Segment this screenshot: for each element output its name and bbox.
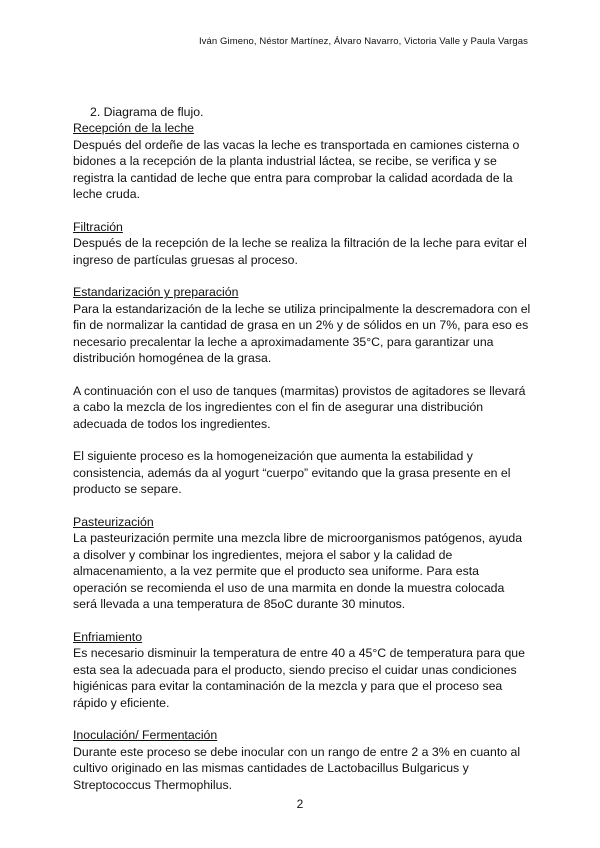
section-title: Pasteurización <box>73 515 154 530</box>
section-pasteurizacion <box>73 514 531 612</box>
paragraph: Es necesario disminuir la temperatura de entre 40 a 45°C de temperatura para que esta sea la adecuada para el producto, siendo preciso el cuidar unas condiciones higiénicas para evitar la contaminación de la mezcla y para que el proceso sea rápido y eficiente. <box>73 646 525 710</box>
paragraph: La pasteurización permite una mezcla libre de microorganismos patógenos, ayuda a disolver y combinar los ingredientes, mejora el sabor y la calidad de almacenamiento, a la vez permite que el producto sea uniforme. Para esta operación se recomienda el uso de una marmita en donde la muestra colocada será llevada a una temperatura de 85oC durante 30 minutos. <box>73 531 523 612</box>
section-title: Recepción de la leche <box>73 121 194 136</box>
paragraph: Para la estandarización de la leche se utiliza principalmente la descremadora con el fin de normalizar la cantidad de grasa en un 2% y de sólidos en un 7%, para eso es necesario precalentar la leche a aproximadamente 35°C, para garantizar una distribución homogénea de la grasa. <box>73 301 531 366</box>
paragraph: Después de la recepción de la leche se realiza la filtración de la leche para evitar el ingreso de partículas gruesas al proceso. <box>73 236 527 267</box>
section-estandarizacion <box>73 284 531 497</box>
paragraph: A continuación con el uso de tanques (marmitas) provistos de agitadores se llevará a cabo la mezcla de los ingredientes con el fin de asegurar una distribución adecuada de todos los ingredientes. <box>73 383 526 431</box>
document-body <box>73 104 531 793</box>
section-enfriamiento <box>73 629 531 711</box>
list-heading: 2. Diagrama de flujo. <box>90 105 204 119</box>
section-title: Enfriamiento <box>73 629 143 644</box>
page-number: 2 <box>296 797 304 811</box>
section-filtracion <box>73 219 531 268</box>
paragraph: Después del ordeñe de las vacas la leche es transportada en camiones cisterna o bidones a la recepción de la planta industrial láctea, se recibe, se verifica y se registra la cantidad de leche que entra para comprobar la calidad acordada de la leche cruda. <box>73 137 520 202</box>
section-title: Filtración <box>73 219 123 234</box>
section-title: Estandarización y preparación <box>73 285 239 300</box>
section-title: Inoculación/ Fermentación <box>73 728 218 743</box>
paragraph: El siguiente proceso es la homogeneización que aumenta la estabilidad y consistencia, además da al yogurt “cuerpo” evitando que la grasa presente en el producto se separe. <box>73 449 511 497</box>
section-recepcion <box>73 120 531 202</box>
page-header-authors: Iván Gimeno, Néstor Martínez, Álvaro Navarro, Victoria Valle y Paula Vargas <box>198 36 528 47</box>
paragraph: Durante este proceso se debe inocular con un rango de entre 2 a 3% en cuanto al cultivo originado en las mismas cantidades de Lactobacillus Bulgaricus y Streptococcus Thermophilus. <box>73 744 521 792</box>
section-inoculacion <box>73 727 531 793</box>
